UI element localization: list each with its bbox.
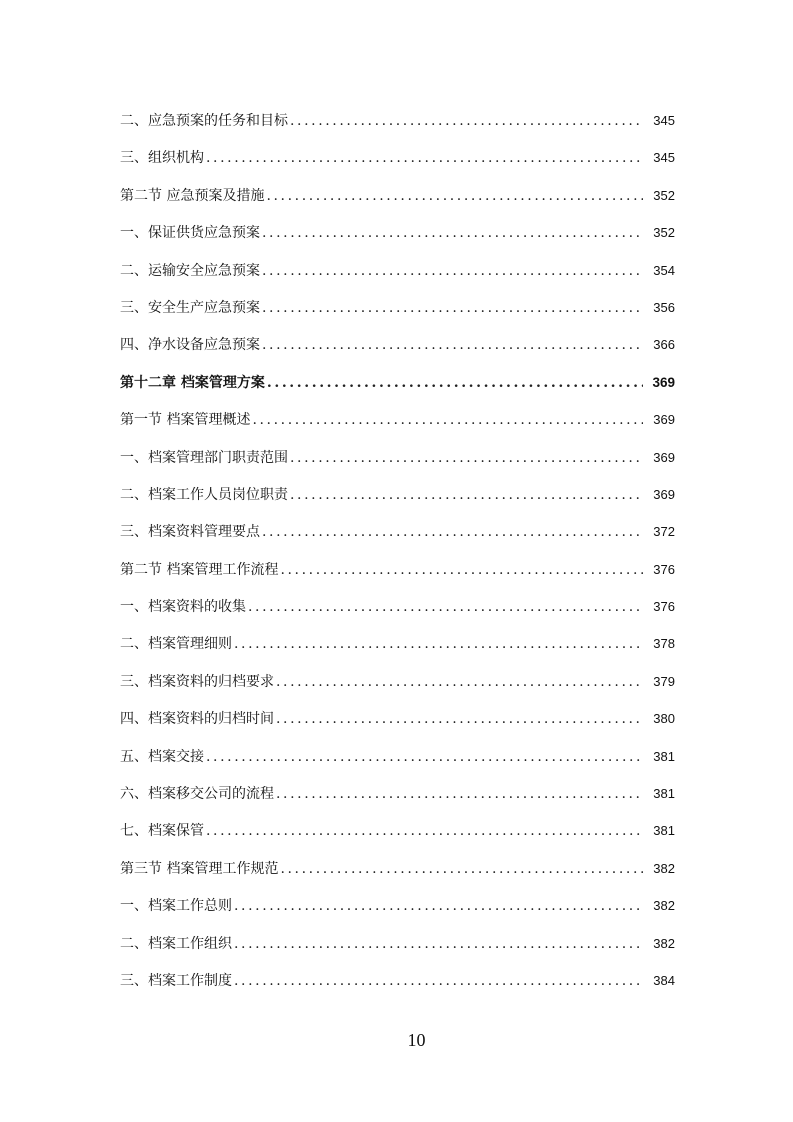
toc-entry-page: 345: [653, 113, 675, 128]
toc-entry-title: 一、档案工作总则: [120, 898, 232, 915]
toc-chapter-entry[interactable]: [120, 364, 675, 401]
toc-entry[interactable]: [120, 850, 675, 887]
toc-leader-dots: [290, 440, 643, 477]
toc-entry-page: 356: [653, 299, 675, 315]
toc-entry[interactable]: [120, 401, 675, 438]
toc-entry[interactable]: [120, 439, 675, 476]
toc-entry[interactable]: [120, 252, 675, 289]
toc-entry[interactable]: [120, 962, 675, 999]
toc-leader-dots: [234, 963, 643, 1000]
toc-entry[interactable]: [120, 476, 675, 513]
toc-leader-dots: [262, 514, 643, 551]
toc-entry[interactable]: [120, 700, 675, 737]
toc-entry-title: 三、安全生产应急预案: [120, 299, 260, 316]
toc-entry-page: 369: [653, 412, 675, 428]
toc-leader-dots: [266, 178, 643, 215]
toc-entry-page: 366: [653, 337, 675, 353]
toc-entry-title: 三、档案资料的归档要求: [120, 673, 274, 690]
toc-leader-dots: [280, 552, 643, 589]
toc-entry-title: 第三节 档案管理工作规范: [120, 860, 279, 877]
toc-entry-page: 382: [653, 898, 675, 914]
toc-entry-title: 二、档案工作组织: [120, 935, 232, 952]
toc-leader-dots: [206, 813, 643, 850]
toc-entry-title: 六、档案移交公司的流程: [120, 786, 274, 803]
toc-entry-page: 376: [653, 561, 675, 577]
toc-entry-title: 一、保证供货应急预案: [120, 225, 260, 242]
toc-entry[interactable]: [120, 102, 675, 139]
toc-entry-page: 382: [653, 935, 675, 951]
toc-entry-page: 352: [653, 187, 675, 203]
toc-entry[interactable]: [120, 326, 675, 363]
toc-entry[interactable]: [120, 513, 675, 550]
toc-entry-title: 二、档案管理细则: [120, 636, 232, 653]
toc-entry-page: 345: [653, 150, 675, 166]
toc-entry-title: 五、档案交接: [120, 748, 204, 765]
toc-entry-title: 三、档案资料管理要点: [120, 524, 260, 541]
toc-entry-page: 381: [653, 786, 675, 802]
toc-leader-dots: [262, 327, 643, 364]
toc-leader-dots: [248, 589, 643, 626]
toc-entry-title: 第十二章 档案管理方案: [120, 374, 265, 391]
toc-entry-title: 第一节 档案管理概述: [120, 412, 251, 429]
toc-entry-page: 352: [653, 225, 675, 241]
toc-leader-dots: [262, 215, 643, 252]
toc-entry[interactable]: [120, 812, 675, 849]
page-number: 10: [407, 1030, 426, 1050]
toc-entry-page: 382: [653, 860, 675, 876]
toc-entry-page: 372: [653, 524, 675, 540]
toc-leader-dots: [206, 739, 643, 776]
toc-entry-title: 二、档案工作人员岗位职责: [120, 486, 288, 503]
toc-entry-title: 第二节 应急预案及措施: [120, 187, 265, 204]
toc-leader-dots: [290, 103, 643, 140]
toc-entry[interactable]: [120, 289, 675, 326]
toc-leader-dots: [276, 664, 643, 701]
toc-entry-page: 379: [653, 673, 675, 689]
toc-entry-title: 三、档案工作制度: [120, 972, 232, 989]
toc-leader-dots: [276, 776, 643, 813]
toc-entry[interactable]: [120, 887, 675, 924]
toc-entry[interactable]: [120, 738, 675, 775]
toc-leader-dots: [262, 253, 643, 290]
table-of-contents: [120, 102, 675, 999]
toc-entry[interactable]: [120, 588, 675, 625]
toc-entry-page: 381: [653, 823, 675, 839]
toc-leader-dots: [290, 477, 643, 514]
toc-entry-page: 354: [653, 262, 675, 278]
toc-entry-page: 369: [653, 449, 675, 465]
toc-entry[interactable]: [120, 551, 675, 588]
toc-leader-dots: [276, 701, 643, 738]
toc-leader-dots: [234, 888, 643, 925]
toc-entry-page: 381: [653, 748, 675, 764]
toc-entry[interactable]: [120, 139, 675, 176]
toc-entry-title: 一、档案管理部门职责范围: [120, 449, 288, 466]
toc-entry-title: 四、净水设备应急预案: [120, 337, 260, 354]
toc-leader-dots: [252, 402, 643, 439]
toc-leader-dots: [234, 626, 643, 663]
toc-entry-page: 369: [652, 374, 675, 390]
toc-leader-dots: [280, 851, 643, 888]
toc-entry[interactable]: [120, 925, 675, 962]
toc-leader-dots: [234, 926, 643, 963]
toc-entry[interactable]: [120, 775, 675, 812]
toc-entry-title: 一、档案资料的收集: [120, 599, 246, 616]
toc-entry[interactable]: [120, 663, 675, 700]
toc-leader-dots: [267, 365, 643, 402]
toc-entry-title: 二、应急预案的任务和目标: [120, 113, 288, 129]
toc-leader-dots: [206, 140, 643, 177]
toc-entry-title: 第二节 档案管理工作流程: [120, 561, 279, 578]
toc-entry-page: 376: [653, 599, 675, 615]
toc-entry-page: 380: [653, 711, 675, 727]
toc-entry-page: 369: [653, 486, 675, 502]
toc-entry-title: 四、档案资料的归档时间: [120, 711, 274, 728]
toc-entry-title: 三、组织机构: [120, 150, 204, 167]
toc-leader-dots: [262, 290, 643, 327]
toc-entry[interactable]: [120, 625, 675, 662]
toc-entry[interactable]: [120, 177, 675, 214]
toc-entry-title: 七、档案保管: [120, 823, 204, 840]
toc-entry-page: 384: [653, 972, 675, 988]
toc-entry-page: 378: [653, 636, 675, 652]
toc-entry-title: 二、运输安全应急预案: [120, 262, 260, 279]
toc-entry[interactable]: [120, 214, 675, 251]
